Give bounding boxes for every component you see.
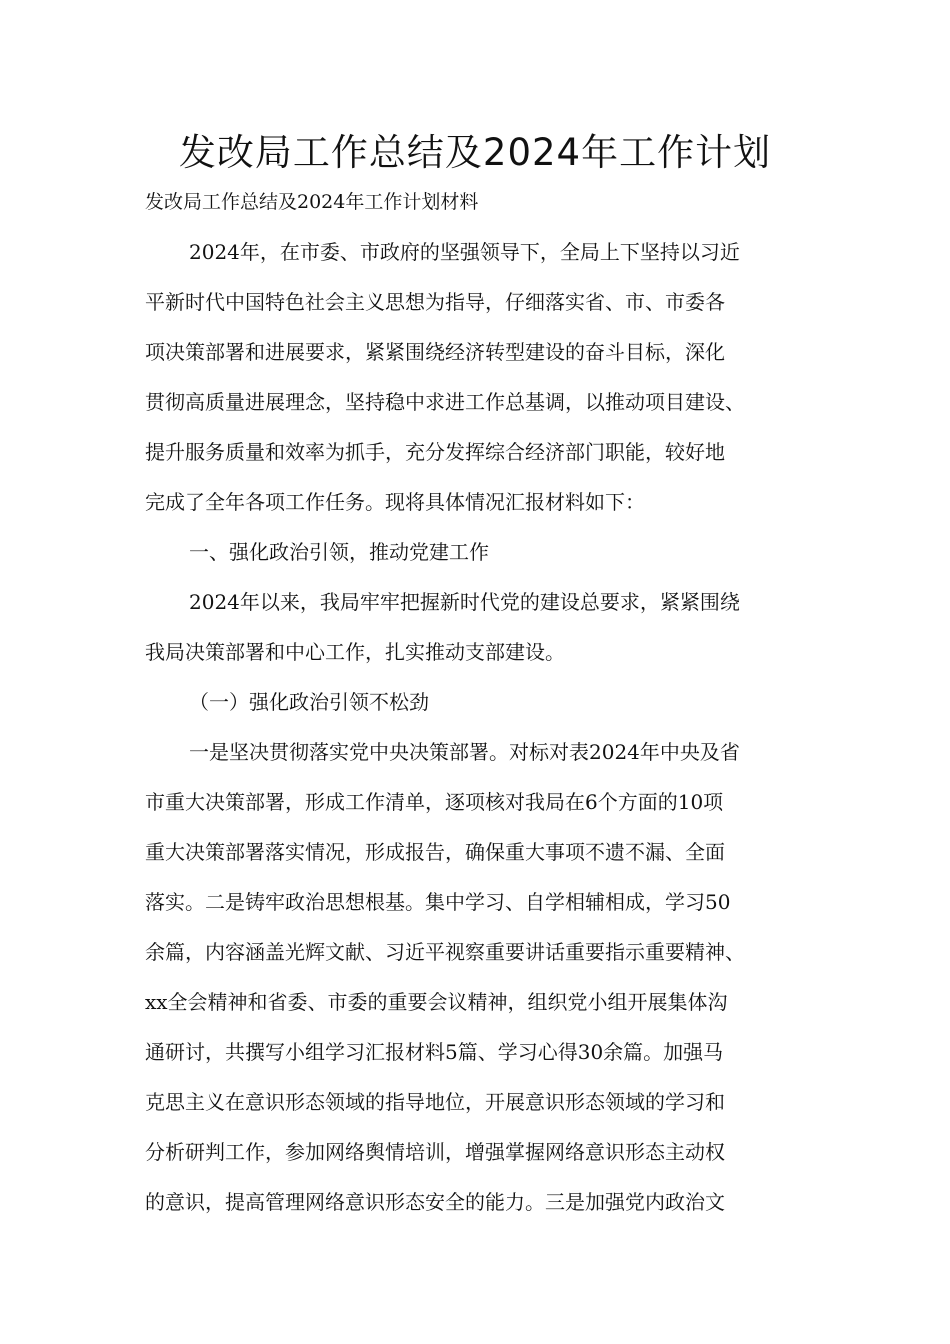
paragraph-line: 余篇，内容涵盖光辉文献、习近平视察重要讲话重要指示重要精神、 [145, 940, 745, 964]
paragraph-line: 项决策部署和进展要求，紧紧围绕经济转型建设的奋斗目标，深化 [145, 340, 725, 364]
subsection-heading: （一）强化政治引领不松劲 [189, 690, 429, 714]
paragraph-line: 完成了全年各项工作任务。现将具体情况汇报材料如下： [145, 490, 645, 514]
paragraph-line: 克思主义在意识形态领域的指导地位，开展意识形态领域的学习和 [145, 1090, 725, 1114]
paragraph-line: 一是坚决贯彻落实党中央决策部署。对标对表2024年中央及省 [189, 740, 740, 764]
paragraph-line: 提升服务质量和效率为抓手，充分发挥综合经济部门职能，较好地 [145, 440, 725, 464]
paragraph-line: 平新时代中国特色社会主义思想为指导，仔细落实省、市、市委各 [145, 290, 725, 314]
paragraph-line: 2024年以来，我局牢牢把握新时代党的建设总要求，紧紧围绕 [189, 590, 740, 614]
paragraph-line: 贯彻高质量进展理念，坚持稳中求进工作总基调，以推动项目建设、 [145, 390, 745, 414]
section-heading: 一、强化政治引领，推动党建工作 [189, 540, 489, 564]
paragraph-line: 重大决策部署落实情况，形成报告，确保重大事项不遗不漏、全面 [145, 840, 725, 864]
paragraph-line: 分析研判工作，参加网络舆情培训，增强掌握网络意识形态主动权 [145, 1140, 725, 1164]
paragraph-line: 通研讨，共撰写小组学习汇报材料5篇、学习心得30余篇。加强马 [145, 1040, 724, 1064]
paragraph-line: 的意识，提高管理网络意识形态安全的能力。三是加强党内政治文 [145, 1190, 725, 1214]
paragraph-line: xx全会精神和省委、市委的重要会议精神，组织党小组开展集体沟 [145, 990, 728, 1014]
paragraph-line: 2024年，在市委、市政府的坚强领导下，全局上下坚持以习近 [189, 240, 740, 264]
paragraph-line: 落实。二是铸牢政治思想根基。集中学习、自学相辅相成，学习50 [145, 890, 731, 914]
document-title: 发改局工作总结及2024年工作计划 [178, 131, 772, 174]
paragraph-line: 市重大决策部署，形成工作清单，逐项核对我局在6个方面的10项 [145, 790, 724, 814]
document-subtitle: 发改局工作总结及2024年工作计划材料 [145, 191, 479, 213]
paragraph-line: 我局决策部署和中心工作，扎实推动支部建设。 [145, 640, 565, 664]
